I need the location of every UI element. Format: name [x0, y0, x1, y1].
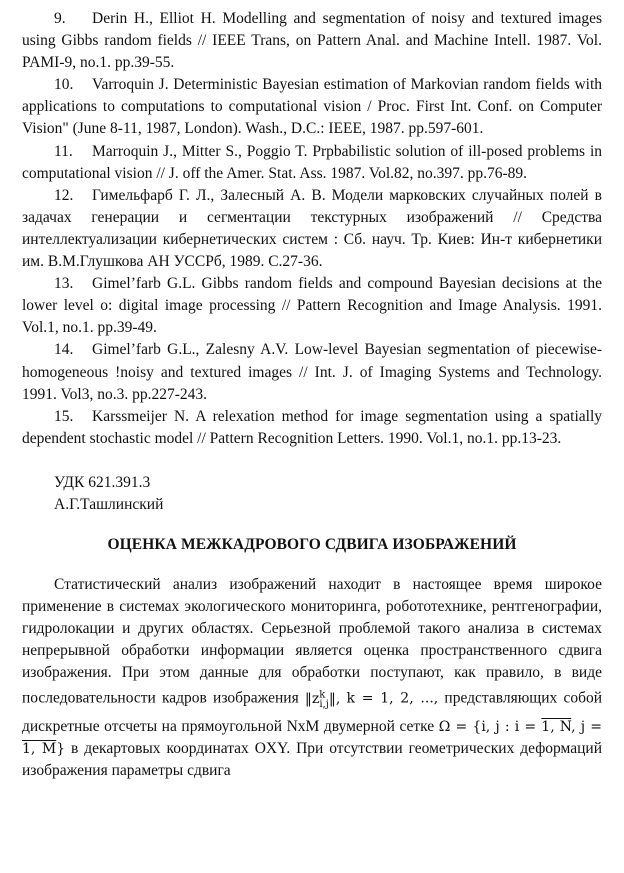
frames-open: ‖z [304, 691, 320, 708]
reference-text: Derin H., Elliot H. Modelling and segmentation of noisy and textured images using Gibbs random fields // IEEE Trans, on Pattern Anal. and Machine Intell. 1987. Vol. PAMI-9, no.1. pp.39-55. [22, 10, 602, 72]
body-paragraph [22, 574, 602, 782]
grid-open: Ω = {i, j : i = [438, 718, 537, 735]
reference-number: 14. [54, 341, 74, 359]
udk-code: УДК 621.391.3 [54, 473, 151, 491]
frames-sub: i,j [319, 698, 329, 710]
reference-9 [22, 8, 602, 74]
reference-12 [22, 185, 602, 273]
reference-number: 10. [54, 76, 74, 94]
grid-mid: , j = [571, 718, 602, 735]
article-header [54, 472, 602, 516]
frames-sup: k [319, 689, 326, 701]
reference-15 [22, 406, 602, 450]
body-text-3: в декартовых координатах OXY. При отсутствии геометрических деформаций изображения параметры сдвига [22, 740, 602, 780]
index-formula: k = 1, 2, ..., [346, 691, 439, 708]
reference-number: 12. [54, 186, 74, 204]
reference-14 [22, 339, 602, 405]
body-text-1: Статистический анализ изображений находит в настоящее время широкое применение в системах экологического мониторинга, робототехнике, рентгенографии, гидролокации и других областях. Серьезной проблемой такого анализа в системах непрерывной обработки информации является оценка пространственного сдвига изображения. При этом данные для обработки поступают, как правило, в виде последовательности кадров изображения [22, 575, 602, 708]
range-m: 1, M [22, 741, 57, 758]
range-n: 1, N [541, 718, 572, 735]
article-title: ОЦЕНКА МЕЖКАДРОВОГО СДВИГА ИЗОБРАЖЕНИЙ [107, 535, 517, 553]
reference-text: Гимельфарб Г. Л., Залесный А. В. Модели марковских случайных полей в задачах генерации и сегментации текстурных изображений // Средства интеллектуализации кибернетических систем : Сб. науч. Тр. Киев: Ин-т кибернетики им. В.М.Глушкова АН УССРб, 1989. С.27-36. [22, 186, 602, 271]
reference-number: 11. [54, 142, 73, 160]
reference-text: Gimel’farb G.L., Zalesny A.V. Low-level Bayesian segmentation of piecewise-homogeneous !noisy and textured images // Int. J. of Imaging Systems and Technology. 1991. Vol3, no.3. pp.227-243. [22, 341, 602, 403]
reference-11 [22, 141, 602, 185]
reference-number: 9. [54, 10, 66, 27]
frames-formula [304, 689, 341, 710]
reference-number: 13. [54, 275, 74, 293]
reference-10 [22, 74, 602, 140]
frames-close: ‖, [328, 691, 341, 708]
reference-text: Karssmeijer N. A relexation method for image segmentation using a spatially dependent stochastic model // Pattern Recognition Letters. 1990. Vol.1, no.1. pp.13-23. [22, 407, 602, 447]
reference-list [22, 8, 602, 450]
body-text-2: представляющих собой дискретные отсчеты на прямоугольной NxM двумерной сетке [22, 690, 603, 735]
reference-number: 15. [54, 407, 74, 425]
reference-13 [22, 273, 602, 339]
reference-text: Gimel’farb G.L. Gibbs random fields and compound Bayesian decisions at the lower level o: digital image processing // Pattern Recognition and Image Analysis. 1991. Vol.1, no.1. pp.39-49. [22, 275, 602, 337]
reference-text: Marroquin J., Mitter S., Poggio T. Prpbabilistic solution of ill-posed problems in computational vision // J. off the Amer. Stat. Ass. 1987. Vol.82, no.397. pp.76-89. [22, 142, 602, 182]
author-name: А.Г.Ташлинский [54, 495, 164, 513]
grid-close: } [56, 741, 66, 758]
reference-text: Varroquin J. Deterministic Bayesian estimation of Markovian random fields with applications to computations to computational vision / Proc. First Int. Conf. on Computer Vision" (June 8-11, 1987, London). Wash., D.C.: IEEE, 1987. pp.597-601. [22, 76, 602, 138]
